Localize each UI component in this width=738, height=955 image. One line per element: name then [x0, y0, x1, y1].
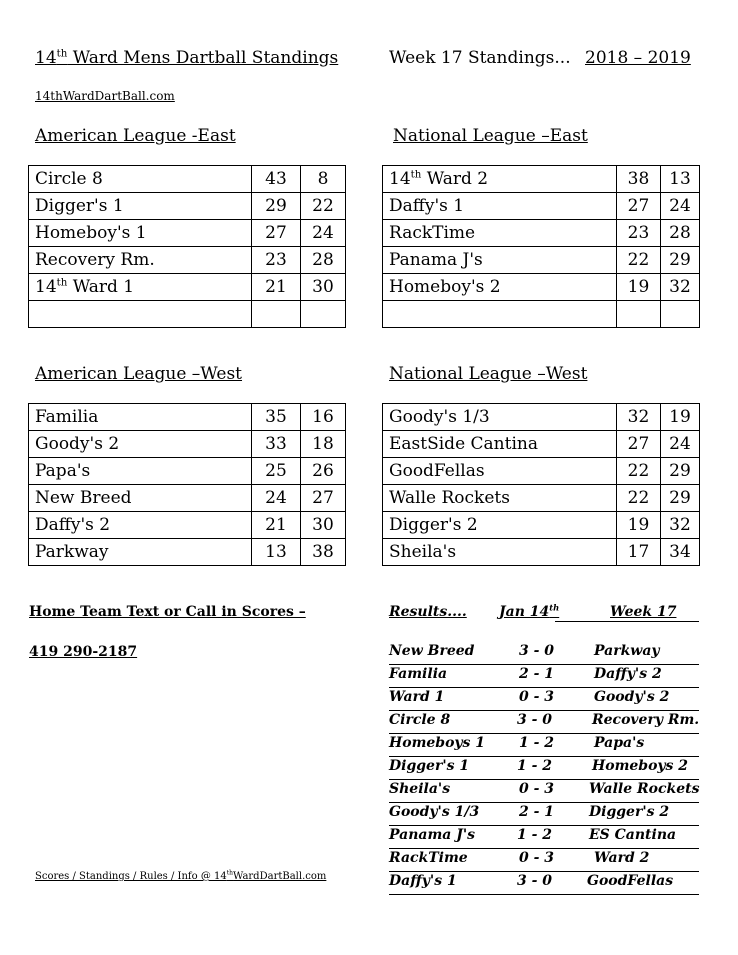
result-row — [389, 802, 699, 826]
team-name: Papa's — [29, 458, 252, 485]
losses: 29 — [661, 458, 700, 485]
wins: 33 — [252, 431, 301, 458]
table-row — [383, 220, 700, 247]
table-row — [29, 458, 346, 485]
result-row — [389, 641, 699, 665]
table-row — [383, 512, 700, 539]
losses: 29 — [661, 247, 700, 274]
wins: 17 — [617, 539, 661, 566]
losses: 30 — [301, 274, 346, 301]
table-row — [29, 512, 346, 539]
losses: 24 — [661, 431, 700, 458]
wins: 21 — [252, 274, 301, 301]
team-name: EastSide Cantina — [383, 431, 617, 458]
result-row — [389, 664, 699, 688]
result-row — [389, 848, 699, 872]
wins: 27 — [252, 220, 301, 247]
team-name: Recovery Rm. — [29, 247, 252, 274]
week-label: Week 17 Standings... — [389, 48, 571, 68]
date-text: Jan 14 — [499, 604, 550, 620]
footer-suffix: th — [226, 869, 234, 877]
nl-east-table — [382, 165, 700, 328]
losses: 13 — [661, 166, 700, 193]
table-row-empty — [383, 301, 700, 328]
footer-site: WardDartBall.com — [233, 871, 327, 882]
team-text: Ward 2 — [421, 169, 489, 189]
home-team: New Breed — [389, 643, 475, 659]
losses: 32 — [661, 512, 700, 539]
team-suffix: th — [410, 169, 422, 181]
table-row — [383, 247, 700, 274]
team-name: Goody's 2 — [29, 431, 252, 458]
team-name: Homeboy's 1 — [29, 220, 252, 247]
table-row-empty — [29, 301, 346, 328]
table-row — [29, 485, 346, 512]
table-row — [383, 485, 700, 512]
season-label: 2018 – 2019 — [585, 48, 691, 68]
team-name: Panama J's — [383, 247, 617, 274]
wins: 35 — [252, 404, 301, 431]
score: 2 - 1 — [519, 804, 555, 820]
away-team: Parkway — [594, 643, 660, 659]
table-row — [29, 247, 346, 274]
wins: 22 — [617, 458, 661, 485]
table-row — [383, 404, 700, 431]
table-row — [29, 166, 346, 193]
table-row — [29, 193, 346, 220]
home-team: Digger's 1 — [389, 758, 470, 774]
footer-text: Scores / Standings / Rules / Info @ 14 — [35, 871, 227, 882]
team-name: Familia — [29, 404, 252, 431]
footer-links[interactable] — [35, 871, 326, 882]
team-text: Ward 1 — [67, 277, 135, 297]
result-row — [389, 733, 699, 757]
team-name: GoodFellas — [383, 458, 617, 485]
nl-east-title: National League –East — [393, 126, 588, 146]
score: 3 - 0 — [519, 643, 555, 659]
home-team: Goody's 1/3 — [389, 804, 480, 820]
team-name: Homeboy's 2 — [383, 274, 617, 301]
results-label: Results.... — [389, 604, 467, 620]
team-name: Daffy's 1 — [383, 193, 617, 220]
team-name: Digger's 2 — [383, 512, 617, 539]
wins: 25 — [252, 458, 301, 485]
table-row — [29, 274, 346, 301]
results-date — [499, 604, 559, 620]
wins: 19 — [617, 512, 661, 539]
nl-west-title: National League –West — [389, 364, 588, 384]
result-row — [389, 687, 699, 711]
wins: 23 — [617, 220, 661, 247]
losses: 22 — [301, 193, 346, 220]
away-team: GoodFellas — [587, 873, 674, 889]
results-week: Week 17 — [610, 604, 677, 620]
result-row — [389, 710, 699, 734]
home-team: Sheila's — [389, 781, 451, 797]
team-name: New Breed — [29, 485, 252, 512]
table-row — [29, 539, 346, 566]
al-west-title: American League –West — [35, 364, 243, 384]
losses: 29 — [661, 485, 700, 512]
away-team: Ward 2 — [594, 850, 650, 866]
score: 0 - 3 — [519, 781, 555, 797]
title-suffix: th — [56, 48, 68, 60]
title-number: 14 — [35, 48, 57, 68]
al-west-table — [28, 403, 346, 566]
score: 0 - 3 — [519, 850, 555, 866]
home-team: Circle 8 — [389, 712, 451, 728]
away-team: Daffy's 2 — [594, 666, 662, 682]
team-name: Sheila's — [383, 539, 617, 566]
team-name: RackTime — [383, 220, 617, 247]
losses: 30 — [301, 512, 346, 539]
away-team: Homeboys 2 — [592, 758, 689, 774]
losses: 34 — [661, 539, 700, 566]
title-text: Ward Mens Dartball Standings — [67, 48, 339, 68]
table-row — [29, 220, 346, 247]
nl-west-table — [382, 403, 700, 566]
team-name: Daffy's 2 — [29, 512, 252, 539]
team-number: 14 — [389, 169, 411, 189]
result-row — [389, 871, 699, 895]
home-team: Panama J's — [389, 827, 476, 843]
team-name: Walle Rockets — [383, 485, 617, 512]
losses: 8 — [301, 166, 346, 193]
table-row — [383, 166, 700, 193]
wins: 21 — [252, 512, 301, 539]
wins: 27 — [617, 431, 661, 458]
home-team: Familia — [389, 666, 448, 682]
home-team: Homeboys 1 — [389, 735, 486, 751]
home-team: Ward 1 — [389, 689, 445, 705]
table-row — [383, 193, 700, 220]
result-row — [389, 825, 699, 849]
losses: 28 — [301, 247, 346, 274]
phone-number[interactable]: 419 290-2187 — [29, 644, 138, 660]
score: 1 - 2 — [517, 827, 553, 843]
table-row — [29, 404, 346, 431]
wins: 19 — [617, 274, 661, 301]
losses: 16 — [301, 404, 346, 431]
losses: 27 — [301, 485, 346, 512]
losses: 24 — [301, 220, 346, 247]
home-team: RackTime — [389, 850, 468, 866]
table-row — [383, 539, 700, 566]
page-title — [35, 48, 338, 68]
wins: 22 — [617, 485, 661, 512]
wins: 24 — [252, 485, 301, 512]
website-link[interactable]: 14thWardDartBall.com — [35, 89, 175, 103]
result-row — [389, 756, 699, 780]
wins: 22 — [617, 247, 661, 274]
score: 2 - 1 — [519, 666, 555, 682]
losses: 38 — [301, 539, 346, 566]
wins: 32 — [617, 404, 661, 431]
score: 0 - 3 — [519, 689, 555, 705]
wins: 43 — [252, 166, 301, 193]
away-team: Walle Rockets — [589, 781, 700, 797]
team-number: 14 — [35, 277, 57, 297]
away-team: Goody's 2 — [594, 689, 670, 705]
table-row — [383, 458, 700, 485]
table-row — [383, 431, 700, 458]
losses: 28 — [661, 220, 700, 247]
wins: 23 — [252, 247, 301, 274]
away-team: Digger's 2 — [589, 804, 670, 820]
al-east-table — [28, 165, 346, 328]
team-name: Digger's 1 — [29, 193, 252, 220]
team-name: Circle 8 — [29, 166, 252, 193]
losses: 19 — [661, 404, 700, 431]
al-east-title: American League -East — [35, 126, 236, 146]
home-team: Daffy's 1 — [389, 873, 457, 889]
wins: 29 — [252, 193, 301, 220]
wins: 27 — [617, 193, 661, 220]
table-row — [383, 274, 700, 301]
losses: 32 — [661, 274, 700, 301]
losses: 24 — [661, 193, 700, 220]
away-team: Recovery Rm. — [592, 712, 700, 728]
scores-instruction: Home Team Text or Call in Scores – — [29, 604, 306, 620]
team-name — [383, 166, 617, 193]
score: 3 - 0 — [517, 712, 553, 728]
team-name: Goody's 1/3 — [383, 404, 617, 431]
date-suffix: th — [549, 602, 560, 613]
wins: 38 — [617, 166, 661, 193]
score: 1 - 2 — [517, 758, 553, 774]
results-header-underline — [555, 621, 699, 622]
losses: 18 — [301, 431, 346, 458]
wins: 13 — [252, 539, 301, 566]
team-name — [29, 274, 252, 301]
table-row — [29, 431, 346, 458]
away-team: ES Cantina — [589, 827, 677, 843]
score: 1 - 2 — [519, 735, 555, 751]
result-row — [389, 779, 699, 803]
team-suffix: th — [56, 277, 68, 289]
team-name: Parkway — [29, 539, 252, 566]
losses: 26 — [301, 458, 346, 485]
score: 3 - 0 — [517, 873, 553, 889]
away-team: Papa's — [594, 735, 645, 751]
